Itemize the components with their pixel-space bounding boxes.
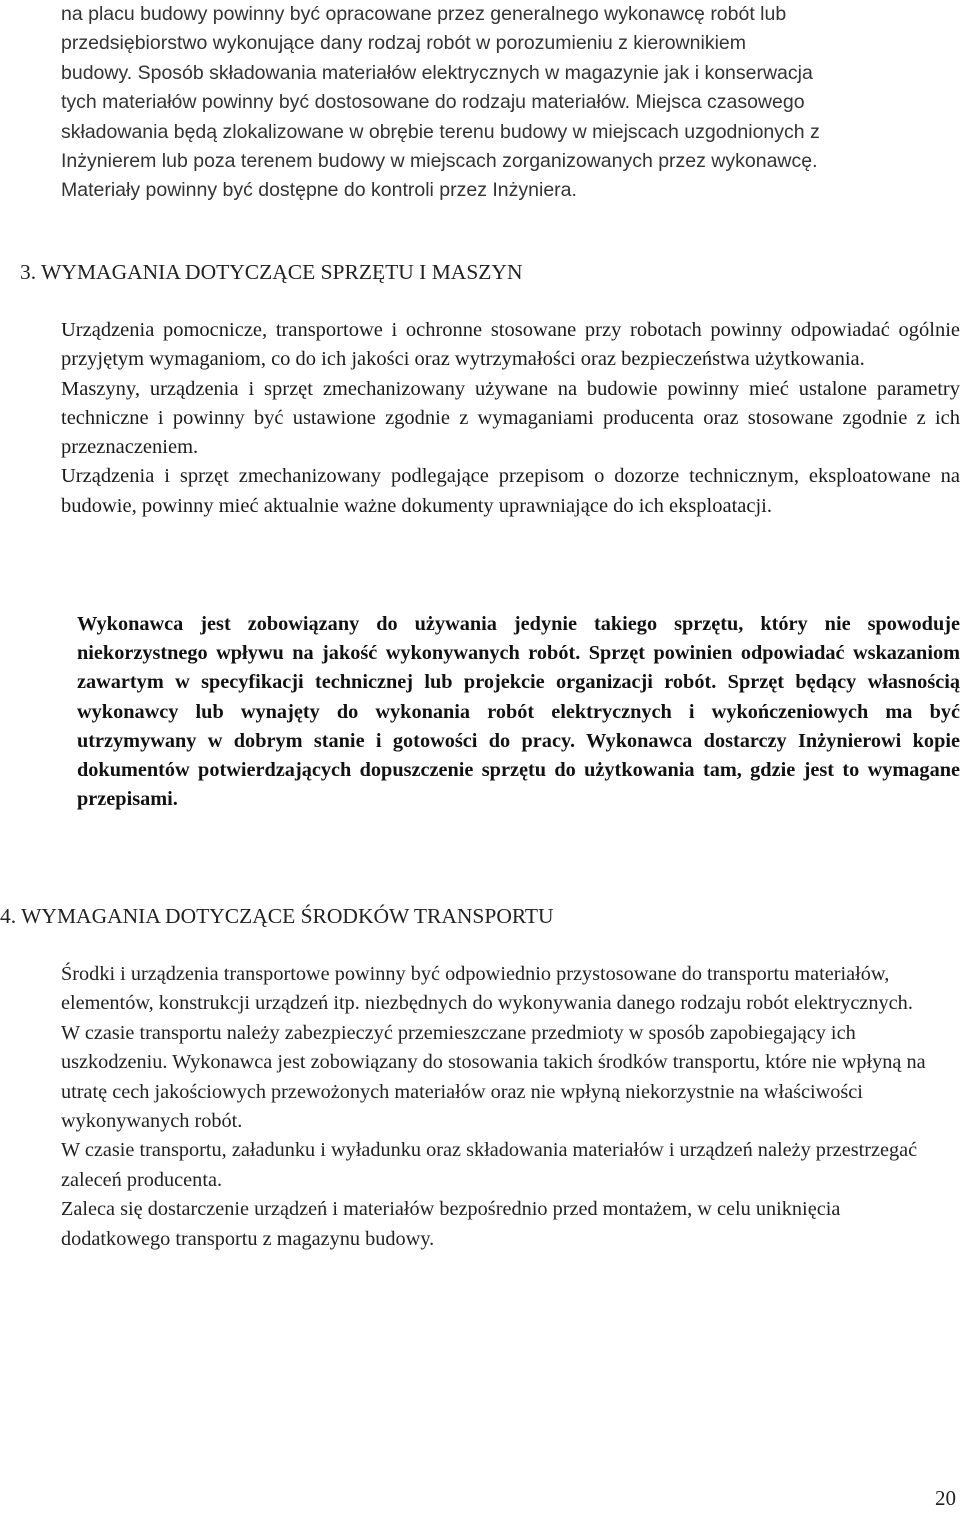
section-3-title: WYMAGANIA DOTYCZĄCE SPRZĘTU I MASZYN bbox=[41, 260, 523, 284]
section-4-paragraph-2: W czasie transportu należy zabezpieczyć przemieszczane przedmioty w sposób zapobiegający ich uszkodzeniu. Wykonawca jest zobowiązany do stosowania takich środków transportu, które nie wpłyną na utratę cech jakościowych przewożonych materiałów oraz nie wpłyną niekorzystnie na właściwości wykonywanych robót. bbox=[61, 1021, 926, 1133]
section-4-paragraph-4: Zaleca się dostarczenie urządzeń i materiałów bezpośrednio przed montażem, w celu uniknięcia dodatkowego transportu z magazynu budowy. bbox=[61, 1198, 841, 1250]
section-3-number: 3. bbox=[20, 260, 37, 284]
section-4-title: WYMAGANIA DOTYCZĄCE ŚRODKÓW TRANSPORTU bbox=[21, 904, 554, 928]
intro-line-2: przedsiębiorstwo wykonujące dany rodzaj robót w porozumieniu z kierownikiem bbox=[61, 32, 746, 55]
section-4-paragraph-1: Środki i urządzenia transportowe powinny być odpowiednio przystosowane do transportu materiałów, elementów, konstrukcji urządzeń itp. niezbędnych do wykonywania danego rodzaju robót elektrycznych. bbox=[61, 963, 913, 1015]
intro-line-6: Inżynierem lub poza terenem budowy w miejscach zorganizowanych przez wykonawcę. bbox=[61, 150, 818, 173]
section-3-paragraph-3: Urządzenia i sprzęt zmechanizowany podlegające przepisom o dozorze technicznym, eksploatowane na budowie, powinny mieć aktualnie ważne dokumenty uprawniające do ich eksploatacji. bbox=[61, 465, 960, 517]
intro-line-1: na placu budowy powinny być opracowane przez generalnego wykonawcę robót lub bbox=[61, 3, 787, 25]
section-3-heading bbox=[20, 257, 522, 287]
section-4-number: 4. bbox=[0, 904, 17, 928]
section-3-paragraph-2: Maszyny, urządzenia i sprzęt zmechanizowany używane na budowie powinny mieć ustalone parametry techniczne i powinny być ustawione zgodnie z wymaganiami producenta oraz stosowane zgodnie z ich przeznaczeniem. bbox=[61, 377, 960, 459]
intro-line-5: składowania będą zlokalizowane w obrębie terenu budowy w miejscach uzgodnionych z bbox=[61, 120, 820, 143]
section-4-body bbox=[61, 960, 941, 1254]
intro-line-7: Materiały powinny być dostępne do kontroli przez Inżyniera. bbox=[61, 179, 577, 202]
section-4-paragraph-3: W czasie transportu, załadunku i wyładunku oraz składowania materiałów i urządzeń należy przestrzegać zaleceń producenta. bbox=[61, 1139, 918, 1191]
intro-line-4: tych materiałów powinny być dostosowane do rodzaju materiałów. Miejsca czasowego bbox=[61, 91, 805, 114]
section-4-heading bbox=[0, 901, 554, 931]
intro-line-3: budowy. Sposób składowania materiałów elektrycznych w magazynie jak i konserwacja bbox=[61, 61, 813, 84]
section-3-body bbox=[61, 316, 960, 521]
page-number: 20 bbox=[935, 1486, 956, 1510]
intro-paragraph bbox=[61, 0, 960, 206]
section-3-paragraph-1: Urządzenia pomocnicze, transportowe i ochronne stosowane przy robotach powinny odpowiadać ogólnie przyjętym wymaganiom, co do ich jakości oraz wytrzymałości oraz bezpieczeństwa użytkowania. bbox=[61, 319, 960, 371]
section-3-bold-paragraph: Wykonawca jest zobowiązany do używania jedynie takiego sprzętu, który nie spowoduje niekorzystnego wpływu na jakość wykonywanych robót. Sprzęt powinien odpowiadać wskazaniom zawartym w specyfikacji technicznej lub projekcie organizacji robót. Sprzęt będący własnością wykonawcy lub wynajęty do wykonania robót elektrycznych i wykończeniowych ma być utrzymywany w dobrym stanie i gotowości do pracy. Wykonawca dostarczy Inżynierowi kopie dokumentów potwierdzających dopuszczenie sprzętu do użytkowania tam, gdzie jest to wymagane przepisami. bbox=[77, 613, 960, 811]
